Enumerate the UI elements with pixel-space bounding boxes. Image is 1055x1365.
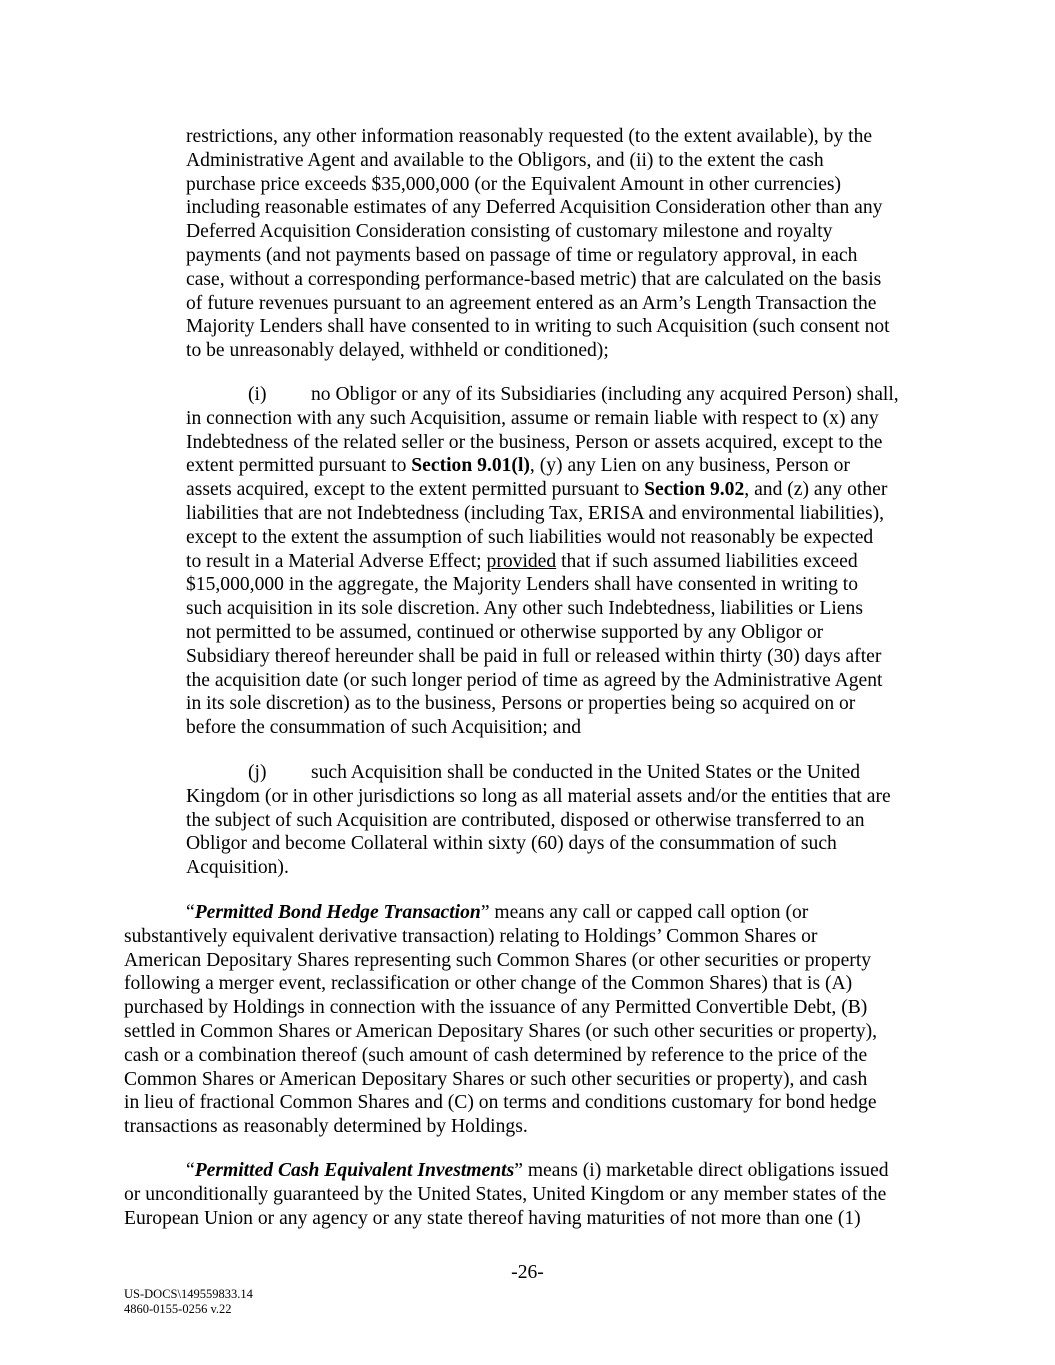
text-line: liabilities that are not Indebtedness (including Tax, ERISA and environmental liabilities),	[186, 502, 885, 524]
text-line: the subject of such Acquisition are contributed, disposed or otherwise transferred to an	[186, 809, 865, 831]
text-line: Deferred Acquisition Consideration consisting of customary milestone and royalty	[186, 221, 833, 243]
document-version: 4860-0155-0256 v.22	[124, 1302, 232, 1316]
text-line: except to the extent the assumption of such liabilities would not reasonably be expected	[186, 526, 874, 548]
text-line: Majority Lenders shall have consented to in writing to such Acquisition (such consent not	[186, 316, 890, 338]
text-line: no Obligor or any of its Subsidiaries (including any acquired Person) shall,	[311, 384, 899, 405]
clause-j	[186, 761, 891, 880]
text-line: such acquisition in its sole discretion. Any other such Indebtedness, liabilities or Liens	[186, 598, 863, 620]
text-line: case, without a corresponding performance-based metric) that are calculated on the basis	[186, 268, 882, 290]
text-line: settled in Common Shares or American Depositary Shares (or such other securities or property),	[124, 1020, 878, 1042]
text-line	[186, 478, 899, 502]
text-line: not permitted to be assumed, continued or otherwise supported by any Obligor or	[186, 621, 824, 643]
text-line: to be unreasonably delayed, withheld or conditioned);	[186, 340, 609, 362]
definition-first-line	[124, 901, 877, 925]
clause-h-continuation	[186, 125, 890, 363]
text-line: in lieu of fractional Common Shares and (C) on terms and conditions customary for bond hedge	[124, 1092, 877, 1114]
clause-j-first-line	[186, 761, 891, 785]
text-line: cash or a combination thereof (such amount of cash determined by reference to the price of the	[124, 1044, 868, 1066]
text-line: payments (and not payments based on passage of time or regulatory approval, in each	[186, 244, 858, 266]
defined-term: Permitted Cash Equivalent Investments	[194, 1160, 515, 1181]
text-run: ” means any call or capped call option (or	[480, 902, 809, 923]
section-reference: Section 9.01(l)	[411, 455, 530, 477]
text-run: to result in a Material Adverse Effect;	[186, 550, 487, 572]
text-line: Common Shares or American Depositary Shares or such other securities or property), and cash	[124, 1068, 868, 1090]
defined-term: Permitted Bond Hedge Transaction	[194, 902, 481, 923]
text-line: Acquisition).	[186, 857, 289, 879]
text-run: assets acquired, except to the extent permitted pursuant to	[186, 479, 645, 501]
text-run: extent permitted pursuant to	[186, 455, 412, 477]
text-line: including reasonable estimates of any Deferred Acquisition Consideration other than any	[186, 197, 883, 219]
document-id: US-DOCS\149559833.14	[124, 1287, 253, 1301]
text-line: Administrative Agent and available to the Obligors, and (ii) to the extent the cash	[186, 149, 824, 171]
open-quote: “	[186, 902, 195, 923]
text-line	[186, 550, 899, 574]
text-line: transactions as reasonably determined by Holdings.	[124, 1116, 528, 1138]
text-line: substantively equivalent derivative transaction) relating to Holdings’ Common Shares or	[124, 925, 818, 947]
clause-label: (j)	[248, 762, 267, 783]
text-line: American Depositary Shares representing such Common Shares (or other securities or property	[124, 949, 872, 971]
text-line: following a merger event, reclassification or other change of the Common Shares) that is (A)	[124, 973, 853, 995]
text-line: Kingdom (or in other jurisdictions so long as all material assets and/or the entities that are	[186, 785, 891, 807]
text-line	[186, 454, 899, 478]
text-line: the acquisition date (or such longer period of time as agreed by the Administrative Agent	[186, 669, 883, 691]
clause-i	[186, 383, 899, 740]
text-line: restrictions, any other information reasonably requested (to the extent available), by the	[186, 126, 873, 147]
clause-i-first-line	[186, 383, 899, 407]
section-reference: Section 9.02	[644, 479, 745, 501]
text-line: in connection with any such Acquisition, assume or remain liable with respect to (x) any	[186, 407, 879, 429]
page-number: -26-	[511, 1262, 544, 1283]
text-run: ” means (i) marketable direct obligations issued	[514, 1160, 889, 1181]
text-line: or unconditionally guaranteed by the United States, United Kingdom or any member states of the	[124, 1183, 887, 1205]
text-line: Obligor and become Collateral within sixty (60) days of the consummation of such	[186, 833, 837, 855]
text-line: of future revenues pursuant to an agreement entered as an Arm’s Length Transaction the	[186, 292, 877, 314]
clause-label: (i)	[248, 384, 267, 405]
text-line: European Union or any agency or any state thereof having maturities of not more than one (1)	[124, 1207, 861, 1229]
definition-first-line	[124, 1159, 889, 1183]
text-line: before the consummation of such Acquisition; and	[186, 717, 582, 739]
definition-permitted-bond-hedge-transaction	[124, 901, 877, 1139]
text-run: that if such assumed liabilities exceed	[556, 550, 858, 572]
text-line: such Acquisition shall be conducted in the United States or the United	[311, 762, 861, 783]
text-run: , and (z) any other	[744, 479, 888, 501]
text-line: Subsidiary thereof hereunder shall be paid in full or released within thirty (30) days after	[186, 645, 882, 667]
text-line: purchase price exceeds $35,000,000 (or the Equivalent Amount in other currencies)	[186, 173, 842, 195]
provided-underlined: provided	[486, 550, 557, 572]
definition-permitted-cash-equivalent-investments	[124, 1159, 889, 1230]
text-line: purchased by Holdings in connection with the issuance of any Permitted Convertible Debt, (B)	[124, 997, 868, 1019]
text-line: in its sole discretion) as to the business, Persons or properties being so acquired on or	[186, 693, 856, 715]
text-line: Indebtedness of the related seller or the business, Person or assets acquired, except to the	[186, 431, 883, 453]
text-run: , (y) any Lien on any business, Person or	[529, 455, 850, 477]
open-quote: “	[186, 1160, 195, 1181]
text-line: $15,000,000 in the aggregate, the Majority Lenders shall have consented in writing to	[186, 574, 859, 596]
